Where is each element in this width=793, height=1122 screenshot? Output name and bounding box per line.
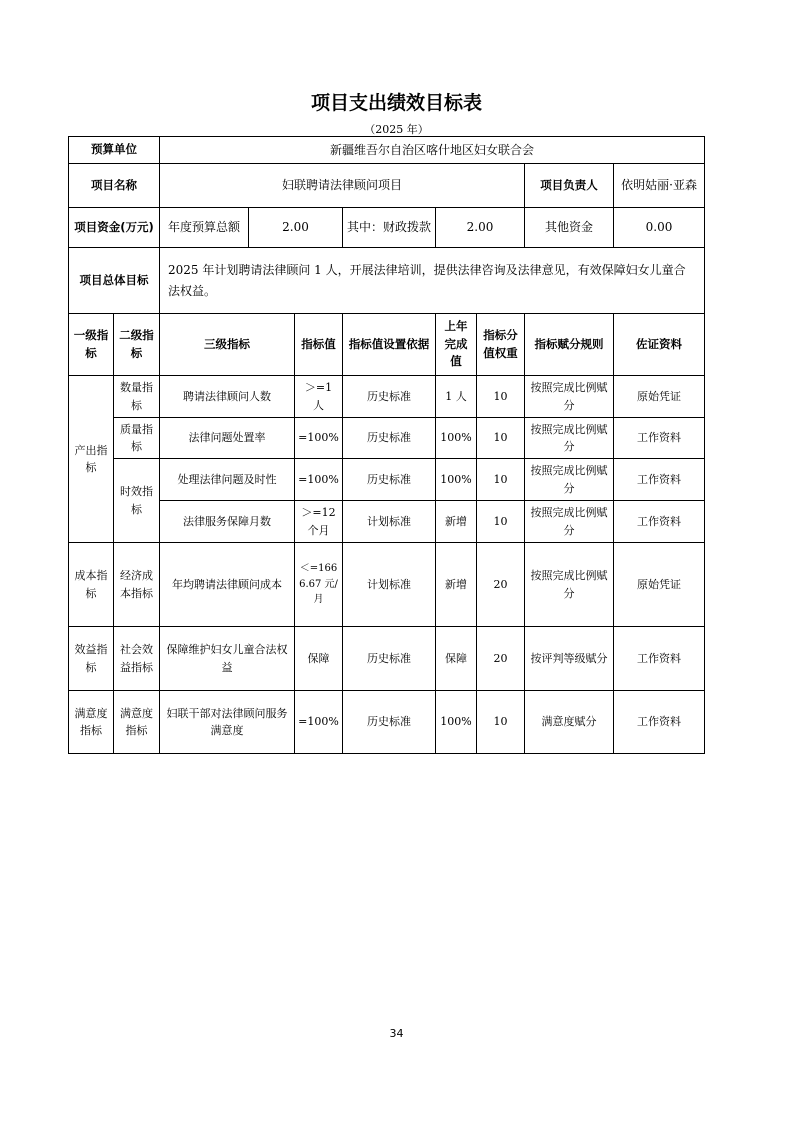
overall-goal-value: 2025 年计划聘请法律顾问 1 人，开展法律培训，提供法律咨询及法律意见，有效保障妇女儿童合法权益。 xyxy=(160,248,705,314)
level3-cell: 聘请法律顾问人数 xyxy=(160,376,295,418)
header-scoring: 指标赋分规则 xyxy=(525,314,614,376)
level3-cell: 处理法律问题及时性 xyxy=(160,459,295,501)
last-year-cell: 新增 xyxy=(436,501,477,543)
indicator-value-cell: =100% xyxy=(295,418,343,459)
evidence-cell: 工作资料 xyxy=(614,501,705,543)
evidence-cell: 工作资料 xyxy=(614,691,705,754)
group-benefit: 效益指标 xyxy=(69,627,114,691)
overall-goal-label: 项目总体目标 xyxy=(69,248,160,314)
evidence-cell: 原始凭证 xyxy=(614,376,705,418)
other-funds-label: 其他资金 xyxy=(525,208,614,248)
overall-goal-row xyxy=(69,248,705,314)
project-leader-label: 项目负责人 xyxy=(525,164,614,208)
project-leader-value: 依明姑丽·亚森 xyxy=(614,164,705,208)
last-year-cell: 新增 xyxy=(436,543,477,627)
evidence-cell: 工作资料 xyxy=(614,627,705,691)
budget-unit-row xyxy=(69,137,705,164)
scoring-cell: 满意度赋分 xyxy=(525,691,614,754)
table-row xyxy=(69,627,705,691)
evidence-cell: 工作资料 xyxy=(614,418,705,459)
group-cost: 成本指标 xyxy=(69,543,114,627)
header-level3: 三级指标 xyxy=(160,314,295,376)
table-row xyxy=(69,459,705,501)
indicator-value-cell: 保障 xyxy=(295,627,343,691)
header-indicator-value: 指标值 xyxy=(295,314,343,376)
indicator-value-cell: ＞=1 人 xyxy=(295,376,343,418)
table-row xyxy=(69,501,705,543)
budget-unit-value: 新疆维吾尔自治区喀什地区妇女联合会 xyxy=(160,137,705,164)
annual-budget-value: 2.00 xyxy=(249,208,343,248)
header-weight: 指标分值权重 xyxy=(477,314,525,376)
scoring-cell: 按评判等级赋分 xyxy=(525,627,614,691)
document-title: 项目支出绩效目标表 xyxy=(310,92,482,114)
project-name-value: 妇联聘请法律顾问项目 xyxy=(160,164,525,208)
basis-cell: 历史标准 xyxy=(343,691,436,754)
scoring-cell: 按照完成比例赋分 xyxy=(525,501,614,543)
basis-cell: 计划标准 xyxy=(343,501,436,543)
indicator-value-cell: =100% xyxy=(295,459,343,501)
weight-cell: 10 xyxy=(477,376,525,418)
scoring-cell: 按照完成比例赋分 xyxy=(525,376,614,418)
header-level2: 二级指标 xyxy=(114,314,160,376)
level2-cell: 社会效益指标 xyxy=(114,627,160,691)
level3-cell: 法律问题处置率 xyxy=(160,418,295,459)
level3-cell: 妇联干部对法律顾问服务满意度 xyxy=(160,691,295,754)
last-year-cell: 100% xyxy=(436,691,477,754)
weight-cell: 10 xyxy=(477,459,525,501)
weight-cell: 20 xyxy=(477,627,525,691)
weight-cell: 10 xyxy=(477,418,525,459)
last-year-cell: 保障 xyxy=(436,627,477,691)
basis-cell: 历史标准 xyxy=(343,627,436,691)
fiscal-allocation-label: 其中：财政拨款 xyxy=(343,208,436,248)
scoring-cell: 按照完成比例赋分 xyxy=(525,543,614,627)
level3-cell: 保障维护妇女儿童合法权益 xyxy=(160,627,295,691)
weight-cell: 10 xyxy=(477,691,525,754)
table-row xyxy=(69,543,705,627)
level2-cell: 满意度指标 xyxy=(114,691,160,754)
group-satisfaction: 满意度指标 xyxy=(69,691,114,754)
project-funds-row xyxy=(69,208,705,248)
other-funds-value: 0.00 xyxy=(614,208,705,248)
performance-target-table xyxy=(68,136,705,754)
header-last-year: 上年完成值 xyxy=(436,314,477,376)
scoring-cell: 按照完成比例赋分 xyxy=(525,459,614,501)
header-level1: 一级指标 xyxy=(69,314,114,376)
project-name-label: 项目名称 xyxy=(69,164,160,208)
table-row xyxy=(69,376,705,418)
level3-cell: 年均聘请法律顾问成本 xyxy=(160,543,295,627)
annual-budget-label: 年度预算总额 xyxy=(160,208,249,248)
table-row xyxy=(69,418,705,459)
level2-cell: 时效指标 xyxy=(114,459,160,543)
basis-cell: 历史标准 xyxy=(343,459,436,501)
page-number: 34 xyxy=(389,1027,404,1040)
project-name-row xyxy=(69,164,705,208)
header-basis: 指标值设置依据 xyxy=(343,314,436,376)
table-row xyxy=(69,691,705,754)
indicator-value-cell: ＜=1666.67 元/月 xyxy=(295,543,343,627)
level2-cell: 经济成本指标 xyxy=(114,543,160,627)
basis-cell: 计划标准 xyxy=(343,543,436,627)
indicator-value-cell: =100% xyxy=(295,691,343,754)
basis-cell: 历史标准 xyxy=(343,418,436,459)
weight-cell: 20 xyxy=(477,543,525,627)
weight-cell: 10 xyxy=(477,501,525,543)
level2-cell: 数量指标 xyxy=(114,376,160,418)
indicator-header-row xyxy=(69,314,705,376)
level2-cell: 质量指标 xyxy=(114,418,160,459)
document-year: （2025 年） xyxy=(364,123,429,136)
budget-unit-label: 预算单位 xyxy=(69,137,160,164)
evidence-cell: 工作资料 xyxy=(614,459,705,501)
basis-cell: 历史标准 xyxy=(343,376,436,418)
group-output: 产出指标 xyxy=(69,376,114,543)
last-year-cell: 1 人 xyxy=(436,376,477,418)
last-year-cell: 100% xyxy=(436,418,477,459)
evidence-cell: 原始凭证 xyxy=(614,543,705,627)
last-year-cell: 100% xyxy=(436,459,477,501)
level3-cell: 法律服务保障月数 xyxy=(160,501,295,543)
scoring-cell: 按照完成比例赋分 xyxy=(525,418,614,459)
indicator-value-cell: ＞=12 个月 xyxy=(295,501,343,543)
header-evidence: 佐证资料 xyxy=(614,314,705,376)
fiscal-allocation-value: 2.00 xyxy=(436,208,525,248)
project-funds-label: 项目资金(万元) xyxy=(69,208,160,248)
